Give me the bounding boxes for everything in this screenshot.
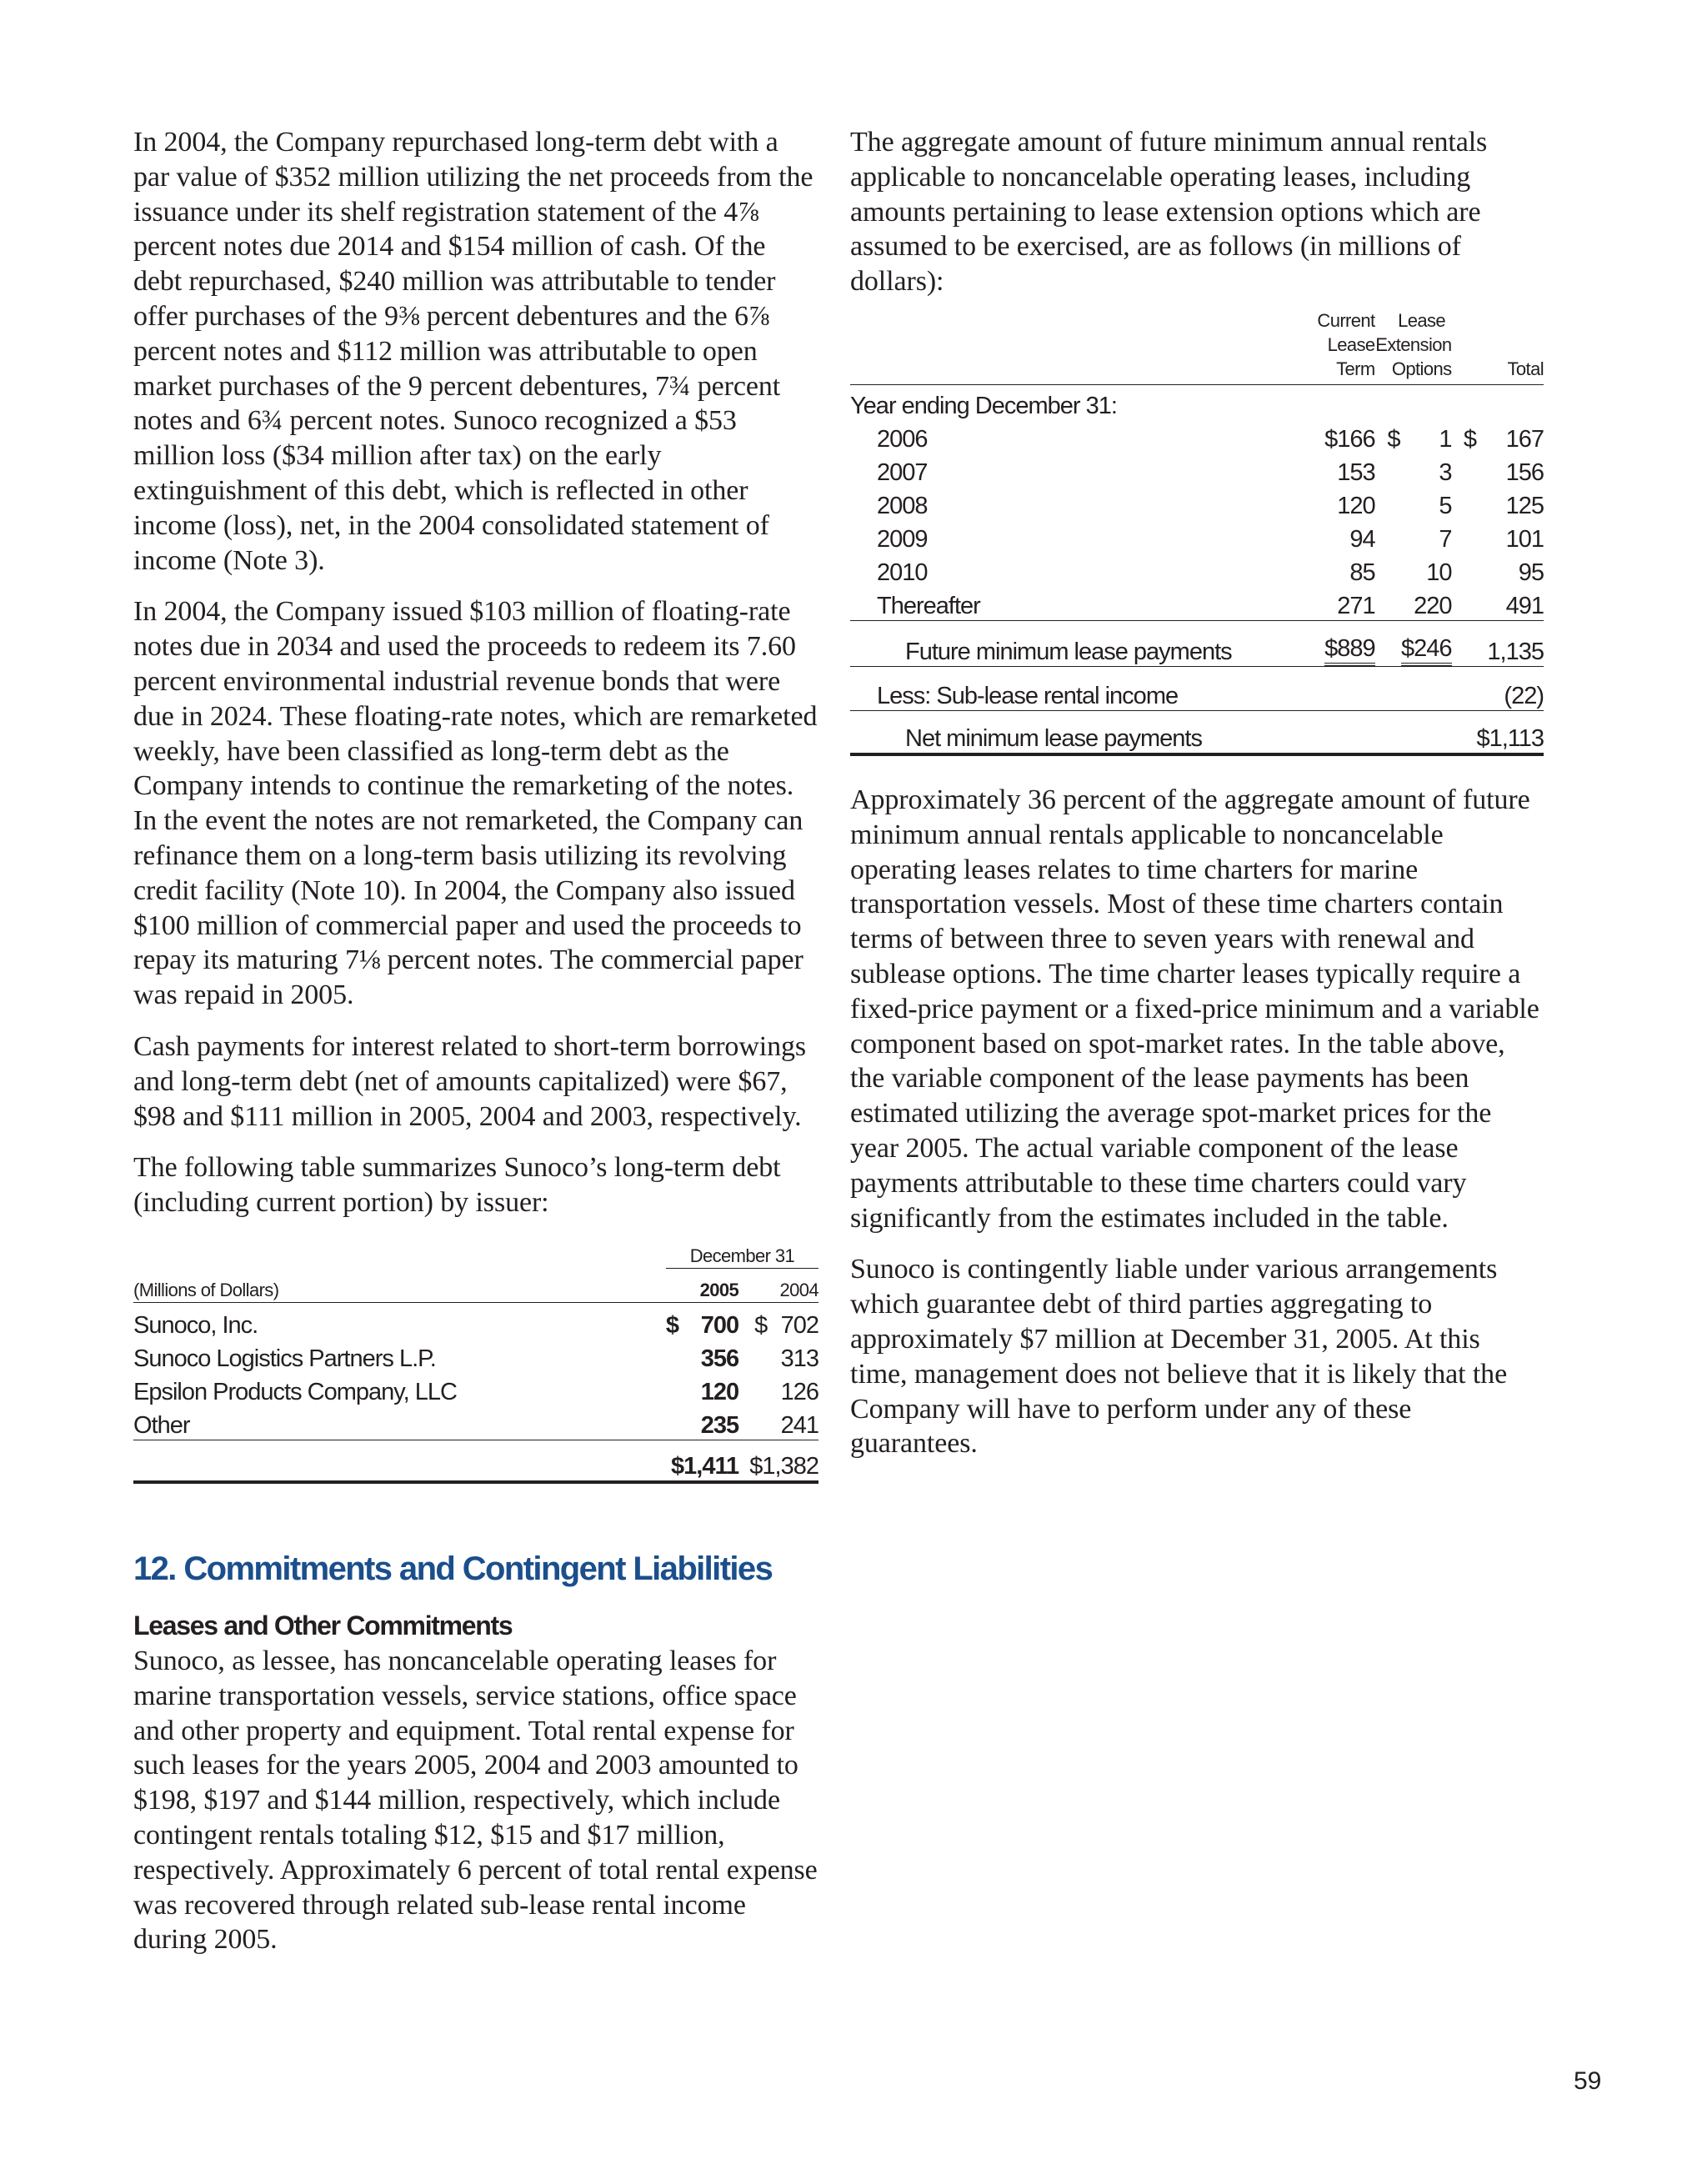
- table-row: [850, 453, 1544, 487]
- total-value: 125: [1505, 492, 1544, 519]
- header-line: Term: [1336, 358, 1375, 379]
- section-subtitle: Leases and Other Commitments: [133, 1610, 513, 1641]
- current-lease-term-header: [1317, 308, 1374, 385]
- future-extension-total: $246: [1401, 636, 1452, 666]
- net-label: Net minimum lease payments: [905, 724, 1202, 752]
- extension-value: 3: [1439, 458, 1452, 486]
- current-value: $166: [1324, 425, 1375, 453]
- year-label: 2008: [877, 492, 928, 519]
- dollar-sign: [738, 1406, 767, 1440]
- paragraph-time-charters: Approximately 36 percent of the aggregate amount of future minimum annual rentals applicable to noncancelable operating leases relates to time charters for marine transportation vessels. Most of these time charters contain terms of between three to seven years with renewal and sublease options. The time charter leases typically require a fixed-price payment or a fixed-price minimum and a variable component based on spot-market rates. In the table above, the variable component of the lease payments has been estimated utilizing the average spot-market prices for the year 2005. The actual variable component of the lease payments attributable to these time charters could vary significantly from the estimates included in the table.: [850, 784, 1539, 1234]
- left-column: [133, 125, 818, 1484]
- value-2004: 126: [780, 1379, 818, 1406]
- dollar-sign: [666, 1373, 689, 1406]
- dollar-sign: [1375, 487, 1400, 520]
- dollar-sign: $: [1387, 425, 1400, 453]
- total-value: 95: [1518, 559, 1544, 586]
- total-2005: $1,411: [671, 1453, 739, 1480]
- dollar-sign: $: [754, 1312, 768, 1340]
- total-header: Total: [1507, 358, 1544, 379]
- value-2004: 313: [780, 1345, 818, 1373]
- dollar-sign: [1452, 520, 1477, 554]
- extension-value: 5: [1439, 492, 1452, 519]
- current-value: 271: [1337, 592, 1375, 619]
- right-column: [850, 125, 1544, 1478]
- current-value: 153: [1337, 458, 1375, 486]
- total-value: 101: [1505, 525, 1544, 553]
- lease-table: [850, 308, 1544, 756]
- dollar-sign: [1375, 453, 1400, 487]
- value-2005: 356: [700, 1345, 739, 1373]
- current-value: 94: [1349, 525, 1375, 553]
- col-2004-header: 2004: [779, 1280, 818, 1301]
- header-line: Extension: [1375, 333, 1452, 355]
- year-label: 2009: [877, 525, 928, 553]
- table-row: [850, 587, 1544, 621]
- future-minimum-row: [850, 620, 1544, 666]
- sub-lease-row: [850, 666, 1544, 710]
- lease-extension-options-header: [1375, 308, 1452, 385]
- header-line: Lease: [1398, 309, 1446, 331]
- total-value: 156: [1505, 458, 1544, 486]
- paragraph-lease-intro: The aggregate amount of future minimum annual rentals applicable to noncancelable operating leases, including amounts pertaining to lease extension options which are assumed to be exercised, are as follows (in millions of dollars):: [850, 127, 1488, 298]
- extension-value: 7: [1439, 525, 1452, 553]
- dollar-sign: [738, 1373, 767, 1406]
- section-title: 12. Commitments and Contingent Liabilities: [133, 1550, 773, 1587]
- year-label: 2007: [877, 458, 928, 486]
- header-line: Current: [1317, 309, 1375, 331]
- paragraph-cash-interest: Cash payments for interest related to short-term borrowings and long-term debt (net of amounts capitalized) were $67, $98 and $111 million in 2005, 2004 and 2003, respectively.: [133, 1030, 807, 1132]
- value-2005: 700: [700, 1312, 739, 1340]
- dollar-sign: [1452, 587, 1477, 621]
- row-label: Sunoco, Inc.: [133, 1312, 258, 1340]
- millions-header: (Millions of Dollars): [133, 1280, 279, 1301]
- total-2004: $1,382: [749, 1453, 818, 1480]
- value-2005: 235: [700, 1412, 739, 1440]
- dollar-sign: $: [1463, 425, 1477, 453]
- value-2005: 120: [700, 1379, 739, 1406]
- dollar-sign: [1375, 520, 1400, 554]
- future-label: Future minimum lease payments: [905, 638, 1232, 665]
- col-2005-header: 2005: [699, 1280, 739, 1301]
- future-total: 1,135: [1487, 638, 1544, 665]
- extension-value: 1: [1439, 425, 1452, 453]
- long-term-debt-table: [133, 1235, 818, 1485]
- year-ending-label: Year ending December 31:: [850, 392, 1117, 419]
- dollar-sign: [666, 1406, 689, 1440]
- december-31-header: December 31: [666, 1235, 818, 1269]
- table-row: [133, 1340, 818, 1373]
- table-row: [850, 487, 1544, 520]
- total-row: [133, 1440, 818, 1483]
- dollar-sign: [666, 1340, 689, 1373]
- row-label: Epsilon Products Company, LLC: [133, 1379, 457, 1406]
- table-row: [850, 554, 1544, 587]
- dollar-sign: [1375, 587, 1400, 621]
- year-label: 2010: [877, 559, 928, 586]
- year-label: 2006: [877, 425, 928, 453]
- dollar-sign: $: [665, 1312, 678, 1340]
- paragraph-floating-rate-notes: In 2004, the Company issued $103 million of floating-rate notes due in 2034 and used the proceeds to redeem its 7.60 percent environmental industrial revenue bonds that were due in 2024. These floating-rate notes, which are remarketed weekly, have been classified as long-term debt as the Company intends to continue the remarketing of the notes. In the event the notes are not remarketed, the Company can refinance them on a long-term basis utilizing its revolving credit facility (Note 10). In 2004, the Company also issued $100 million of commercial paper and used the proceeds to repay its maturing 7⅛ percent notes. The commercial paper was repaid in 2005.: [133, 596, 818, 1011]
- current-value: 85: [1349, 559, 1375, 586]
- paragraph-debt-repurchase: In 2004, the Company repurchased long-term debt with a par value of $352 million utilizing the net proceeds from the issuance under its shelf registration statement of the 4⅞ percent notes due 2014 and $154 million of cash. Of the debt repurchased, $240 million was attributable to tender offer purchases of the 9⅜ percent debentures and the 6⅞ percent notes and $112 million was attributable to open market purchases of the 9 percent debentures, 7¾ percent notes and 6¾ percent notes. Sunoco recognized a $53 million loss ($34 million after tax) on the early extinguishment of this debt, which is reflected in other income (loss), net, in the 2004 consolidated statement of income (Note 3).: [133, 127, 813, 576]
- dollar-sign: [1452, 453, 1477, 487]
- table-row: [133, 1303, 818, 1340]
- net-minimum-row: [850, 710, 1544, 754]
- paragraph-table-intro: The following table summarizes Sunoco’s long-term debt (including current portion) by issuer:: [133, 1152, 781, 1219]
- table-row: [133, 1406, 818, 1440]
- table-row: [133, 1373, 818, 1406]
- future-current-total: $889: [1324, 636, 1375, 666]
- row-label: Other: [133, 1412, 190, 1440]
- header-line: Options: [1391, 358, 1452, 379]
- dollar-sign: [1452, 554, 1477, 587]
- paragraph-leases: Sunoco, as lessee, has noncancelable operating leases for marine transportation vessels, service stations, office space and other property and equipment. Total rental expense for such leases for the years 2005, 2004 and 2003 amounted to $198, $197 and $144 million, respectively, which include contingent rentals totaling $12, $15 and $17 million, respectively. Approximately 6 percent of total rental expense was recovered through related sub-lease rental income during 2005.: [133, 1646, 818, 1956]
- row-label: Sunoco Logistics Partners L.P.: [133, 1345, 436, 1373]
- table-row: [850, 420, 1544, 453]
- header-line: Lease: [1327, 333, 1375, 355]
- paragraph-guarantees: Sunoco is contingently liable under various arrangements which guarantee debt of third parties aggregating to approximately $7 million at December 31, 2005. At this time, management does not believe that it is likely that the Company will have to perform under any of these guarantees.: [850, 1254, 1508, 1460]
- dollar-sign: [738, 1340, 767, 1373]
- current-value: 120: [1337, 492, 1375, 519]
- total-value: 167: [1505, 425, 1544, 453]
- dollar-sign: [1375, 554, 1400, 587]
- year-label: Thereafter: [877, 592, 980, 619]
- total-value: 491: [1505, 592, 1544, 619]
- less-total: (22): [1504, 682, 1544, 709]
- value-2004: 241: [780, 1412, 818, 1440]
- section-body: [133, 1644, 818, 1974]
- table-row: [850, 520, 1544, 554]
- extension-value: 10: [1426, 559, 1452, 586]
- value-2004: 702: [780, 1312, 818, 1340]
- less-label: Less: Sub-lease rental income: [877, 682, 1179, 709]
- net-total: $1,113: [1476, 724, 1544, 752]
- page-number: 59: [1574, 2067, 1602, 2095]
- extension-value: 220: [1414, 592, 1452, 619]
- dollar-sign: [1452, 487, 1477, 520]
